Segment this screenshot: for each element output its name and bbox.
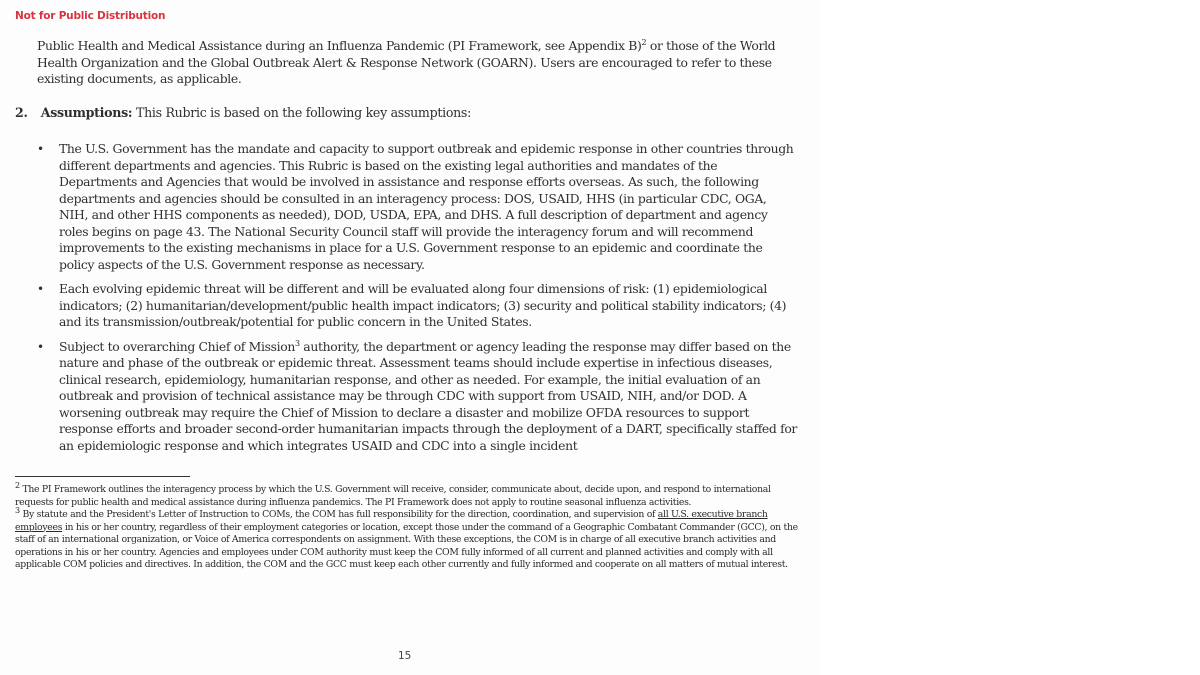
section-number: 2. [15, 105, 28, 120]
classification-banner: Not for Public Distribution [15, 10, 166, 22]
list-item [37, 141, 797, 273]
bullet-icon: • [37, 142, 44, 156]
section-intro-text: This Rubric is based on the following key assumptions: [135, 105, 472, 120]
assumptions-list [37, 141, 797, 462]
list-item [37, 339, 797, 455]
intro-text-cont: or those of the World Health Organization and the Global Outbreak Alert & Response Network (GOARN). Users are encouraged to refer to these existing documents, as applicable. [37, 38, 776, 86]
footnote-text: By statute and the President's Letter of Instruction to COMs, the COM has full responsibility for the direction, coordination, and supervision of [19, 509, 658, 520]
bullet-text: Subject to overarching Chief of Mission [59, 338, 295, 354]
footnotes [15, 480, 805, 572]
bullet-text: The U.S. Government has the mandate and capacity to support outbreak and epidemic response in other countries through different departments and agencies. This Rubric is based on the existing legal authorities and mandates of the Departments and Agencies that would be involved in assistance and response efforts overseas. As such, the following departments and agencies should be consulted in an interagency process: DOS, USAID, HHS (in particular CDC, OGA, NIH, and other HHS components as needed), DOD, USDA, EPA, and DHS. A full description of department and agency roles begins on page 43. The National Security Council staff will provide the interagency forum and will recommend improvements to the existing mechanisms in place for a U.S. Government response to an epidemic and coordinate the policy aspects of the U.S. Government response as necessary. [59, 141, 794, 272]
bullet-text-cont: authority, the department or agency leading the response may differ based on the nature and phase of the outbreak or epidemic threat. Assessment teams should include expertise in infectious diseases, clinical research, epidemiology, humanitarian response, and other as needed. For example, the initial evaluation of an outbreak and provision of technical assistance may be through CDC with support from USAID, NIH, and/or DOD. A worsening outbreak may require the Chief of Mission to declare a disaster and mobilize OFDA resources to support response efforts and broader second-order humanitarian impacts through the deployment of a DART, specifically staffed for an epidemiologic response and which integrates USAID and CDC into a single incident [59, 338, 797, 453]
footnote-marker: 3 [15, 505, 20, 515]
footnote-text: The PI Framework outlines the interagency process by which the U.S. Government will receive, consider, communicate about, decide upon, and respond to international requests for public health and medical assistance during influenza pandemics. The PI Framework does not apply to routine seasonal influenza activities. [15, 484, 771, 508]
footnote-2 [15, 480, 805, 509]
footnote-3 [15, 505, 805, 572]
footnote-marker: 2 [15, 480, 20, 490]
intro-paragraph [37, 38, 797, 88]
footnote-ref-2[interactable]: 2 [641, 37, 647, 47]
page-number: 15 [398, 650, 412, 662]
intro-text: Public Health and Medical Assistance during an Influenza Pandemic (PI Framework, see Appendix B) [37, 38, 642, 53]
bullet-icon: • [37, 339, 44, 354]
list-item [37, 281, 797, 331]
footnote-text-cont: in his or her country, regardless of their employment categories or location, except those under the command of a Geographic Combatant Commander (GCC), on the staff of an international organization, or Voice of America correspondents on assignment. With these exceptions, the COM is in charge of all executive branch activities and operations in his or her country. Agencies and employees under COM authority must keep the COM fully informed of all current and planned activities and comply with all applicable COM policies and directives. In addition, the COM and the GCC must keep each other currently and fully informed and cooperate on all matters of mutual interest. [15, 521, 798, 570]
section-heading-assumptions [15, 105, 471, 122]
footnote-underlined-text: all U.S. executive branch employees [15, 509, 768, 533]
bullet-text: Each evolving epidemic threat will be different and will be evaluated along four dimensions of risk: (1) epidemiological indicators; (2) humanitarian/development/public health impact indicators; (3) security and political stability indicators; (4) and its transmission/outbreak/potential for public concern in the United States. [59, 281, 787, 329]
bullet-icon: • [37, 282, 44, 296]
section-label: Assumptions: [40, 105, 133, 120]
footnote-ref-3[interactable]: 3 [294, 338, 300, 348]
footnote-divider [15, 476, 190, 477]
